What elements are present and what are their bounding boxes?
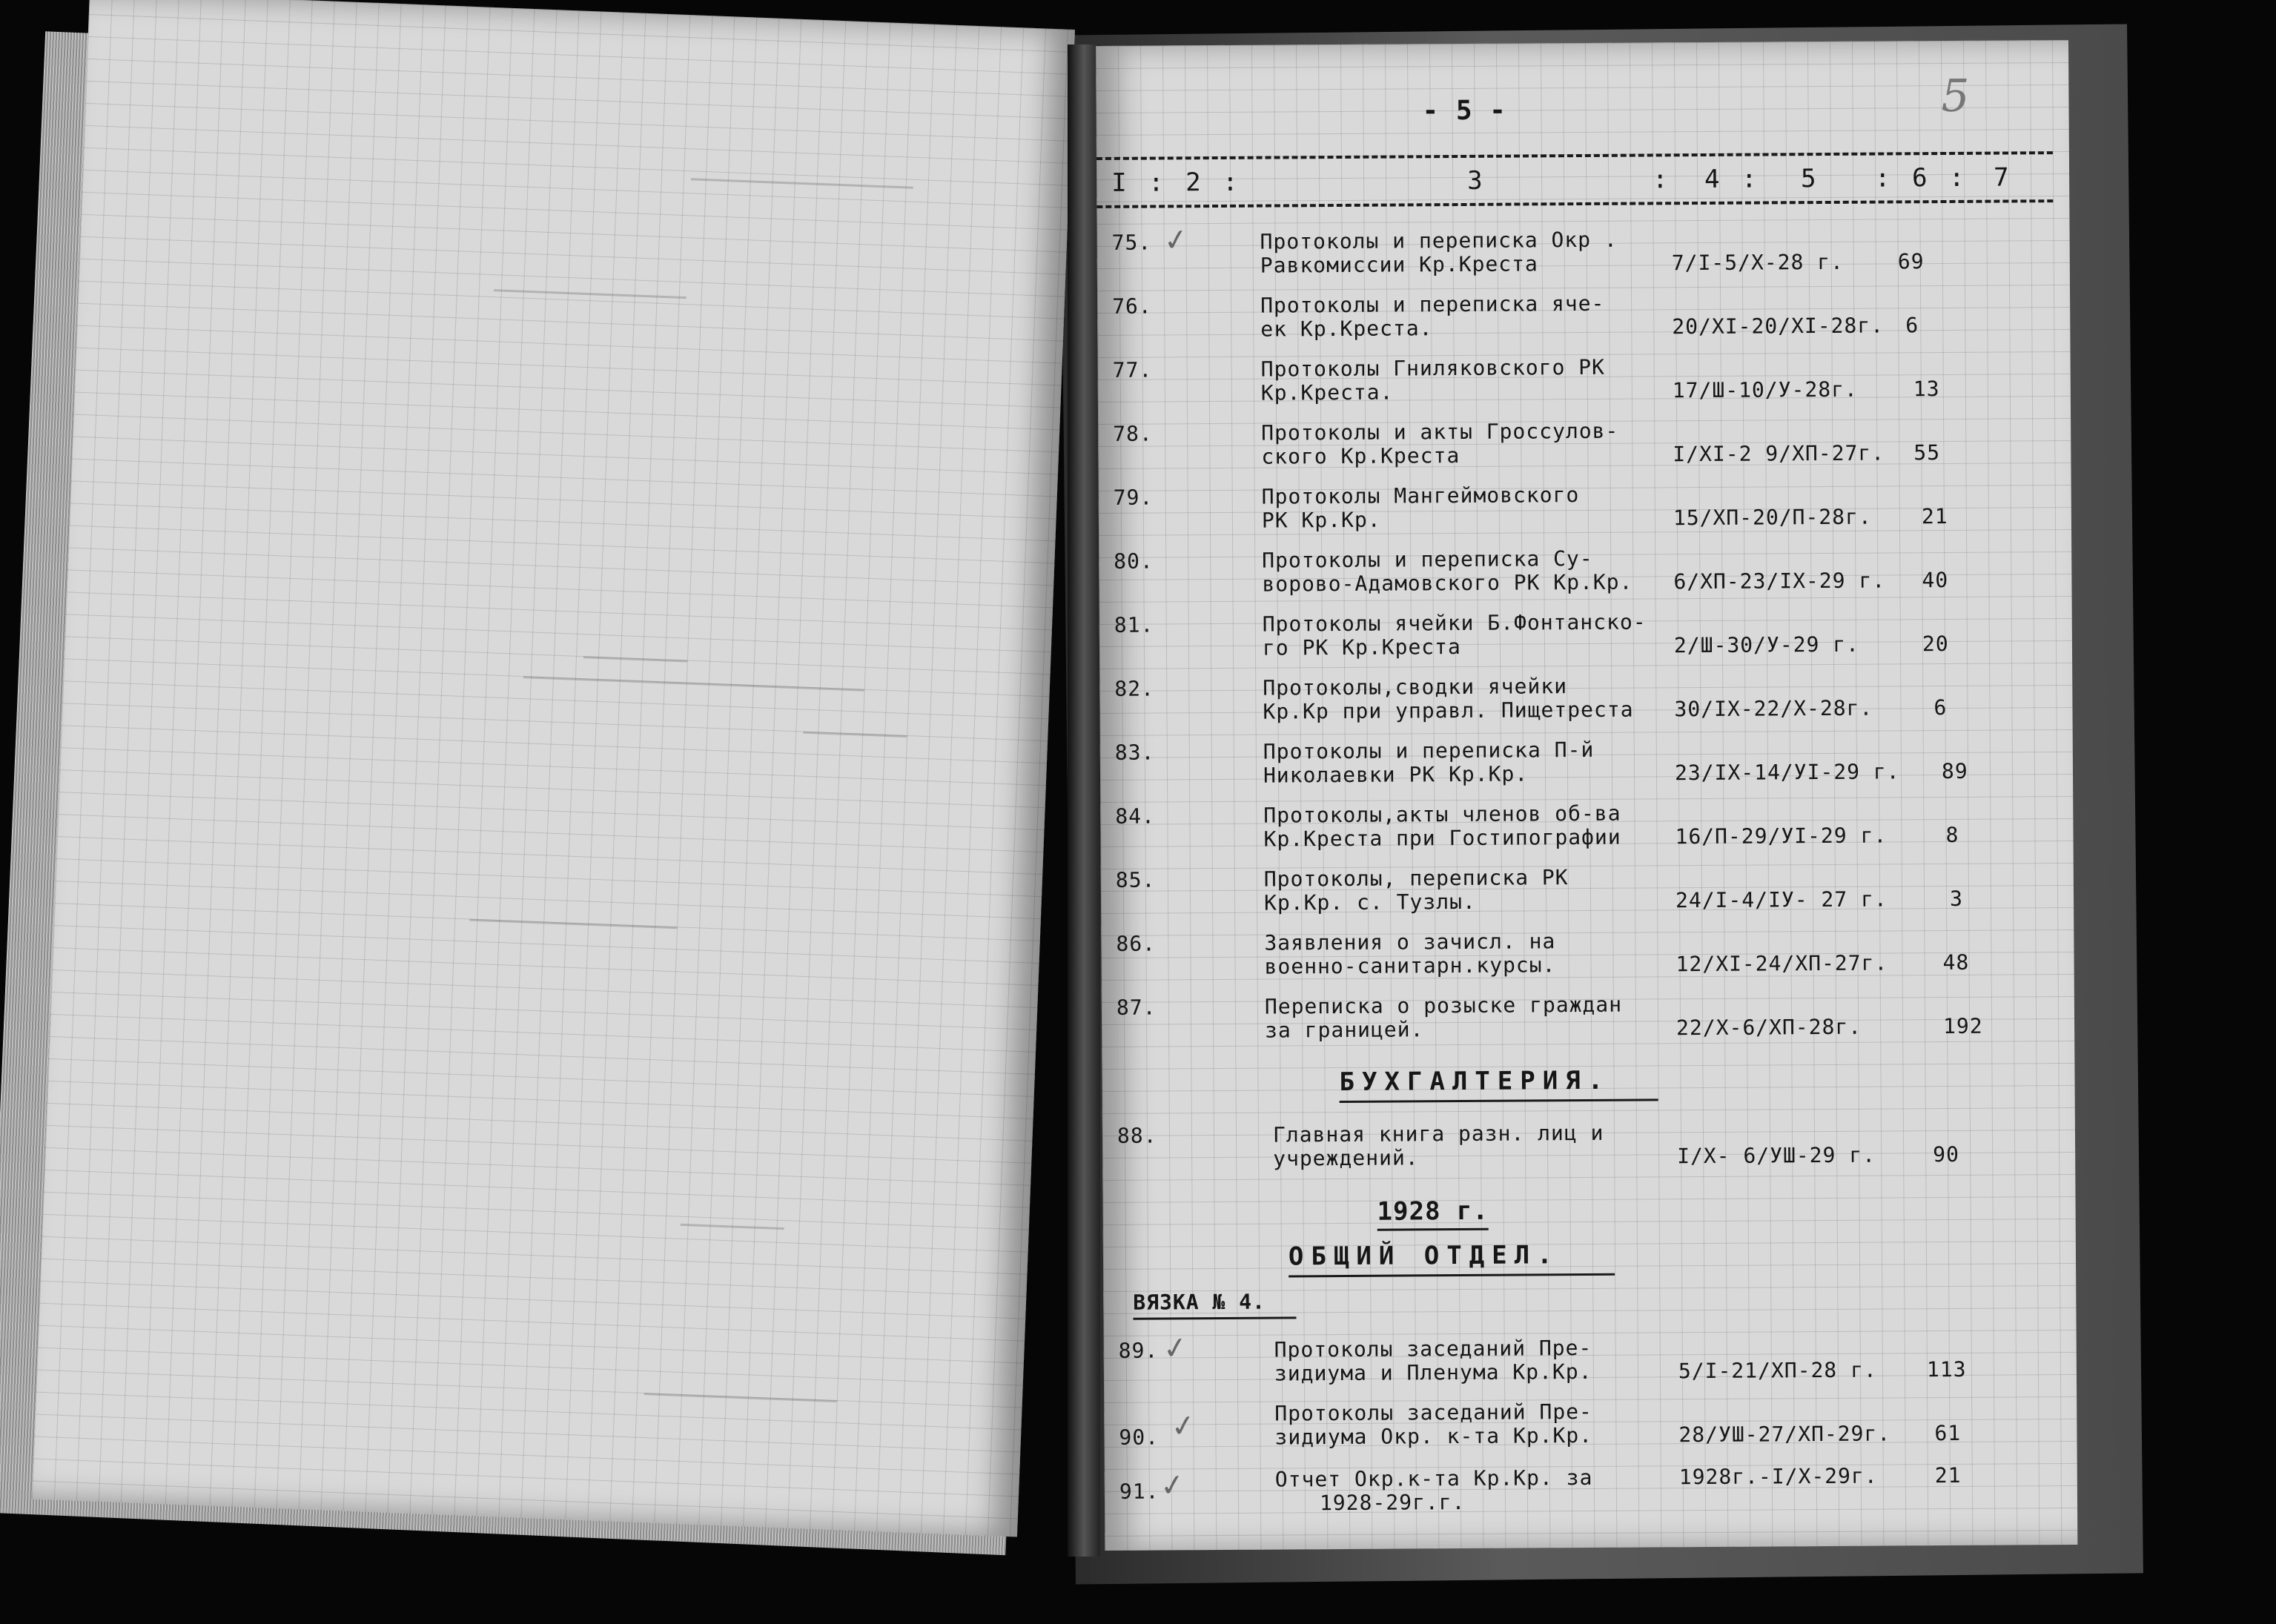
row-count: 3 bbox=[1949, 886, 1964, 911]
row-number: 82. bbox=[1114, 676, 1154, 701]
row-count: 6 bbox=[1905, 313, 1919, 338]
row-dates: 1928г.-I/X-29г. bbox=[1678, 1463, 1878, 1490]
row-count: 192 bbox=[1942, 1013, 1983, 1039]
row-count: 21 bbox=[1921, 503, 1948, 529]
row-number: 88. bbox=[1117, 1123, 1157, 1148]
check-mark-icon: ✓ bbox=[1161, 222, 1191, 259]
row-title-line2: Кр.Креста. bbox=[1260, 380, 1394, 405]
row-dates: 5/I-21/XП-28 г. bbox=[1678, 1357, 1877, 1384]
row-number: 90. bbox=[1119, 1425, 1159, 1450]
row-dates: 28/УШ-27/XП-29г. bbox=[1678, 1421, 1891, 1448]
row-number: 75. bbox=[1111, 230, 1152, 255]
row-title-line2: зидиума и Пленума Кр.Кр. bbox=[1274, 1359, 1592, 1386]
row-dates: 6/XП-23/IX-29 г. bbox=[1673, 568, 1886, 594]
year-underline bbox=[1377, 1228, 1489, 1231]
row-count: 61 bbox=[1934, 1420, 1962, 1446]
heading-underline bbox=[1288, 1273, 1615, 1278]
row-number: 84. bbox=[1115, 803, 1156, 829]
col-sep: : bbox=[1223, 167, 1239, 197]
row-title-line1: Протоколы,акты членов об-ва bbox=[1263, 801, 1621, 828]
check-mark-icon: ✓ bbox=[1160, 1330, 1191, 1368]
row-dates: 24/I-4/IУ- 27 г. bbox=[1675, 886, 1888, 913]
row-title-line1: Протоколы Гниляковского РК bbox=[1260, 354, 1606, 382]
pencil-page-number: 5 bbox=[1941, 70, 1970, 123]
row-number: 81. bbox=[1114, 612, 1154, 637]
row-number: 83. bbox=[1114, 740, 1155, 765]
row-dates: 23/IX-14/УI-29 г. bbox=[1674, 759, 1900, 786]
row-number: 85. bbox=[1115, 867, 1156, 892]
row-dates: 17/Ш-10/У-28г. bbox=[1672, 377, 1858, 403]
row-number: 78. bbox=[1113, 421, 1153, 446]
row-dates: 2/Ш-30/У-29 г. bbox=[1673, 632, 1860, 658]
row-title-line1: Отчет Окр.к-та Кр.Кр. за bbox=[1274, 1465, 1593, 1492]
header-rule-bottom bbox=[1096, 199, 2053, 208]
row-title-line1: Протоколы заседаний Пре- bbox=[1274, 1399, 1592, 1426]
col-7: 7 bbox=[1993, 162, 2010, 193]
row-dates: 16/П-29/УI-29 г. bbox=[1675, 823, 1888, 849]
row-title-line2: ского Кр.Креста bbox=[1261, 443, 1460, 469]
row-title-line1: Протоколы и переписка П-й bbox=[1263, 737, 1595, 764]
row-number: 86. bbox=[1116, 931, 1157, 956]
row-number: 76. bbox=[1112, 294, 1152, 319]
row-dates: I/XI-2 9/XП-27г. bbox=[1673, 440, 1885, 467]
row-title-line2: ворово-Адамовского РК Кр.Кр. bbox=[1262, 569, 1633, 597]
row-title-line1: Главная книга разн. лиц и bbox=[1272, 1120, 1604, 1147]
heading-underline bbox=[1340, 1098, 1658, 1103]
col-6: 6 bbox=[1911, 163, 1928, 193]
row-title-line2: Кр.Кр при управл. Пищетреста bbox=[1263, 697, 1634, 724]
bundle-underline bbox=[1133, 1316, 1296, 1319]
row-count: 21 bbox=[1934, 1462, 1962, 1488]
row-title-line2: ек Кр.Креста. bbox=[1260, 316, 1433, 342]
row-title-line1: Протоколы и переписка Су- bbox=[1262, 546, 1593, 573]
year-heading: 1928 г. bbox=[1377, 1196, 1489, 1227]
row-number: 89. bbox=[1118, 1338, 1159, 1363]
row-title-line1: Протоколы заседаний Пре- bbox=[1274, 1335, 1592, 1362]
row-title-line2: военно-санитарн.курсы. bbox=[1264, 952, 1556, 979]
section-heading-accounting: БУХГАЛТЕРИЯ. bbox=[1339, 1065, 1611, 1098]
row-title-line1: Протоколы и акты Гроссулов- bbox=[1261, 418, 1619, 445]
col-2: 2 bbox=[1185, 168, 1202, 198]
row-title-line2: го РК Кр.Креста bbox=[1262, 634, 1461, 660]
row-count: 89 bbox=[1941, 758, 1968, 784]
row-title-line1: Протоколы,сводки ячейки bbox=[1263, 674, 1568, 700]
row-number: 91. bbox=[1119, 1479, 1159, 1504]
row-number: 79. bbox=[1113, 485, 1154, 510]
row-title-line1: Заявления о зачисл. на bbox=[1264, 929, 1556, 955]
row-title-line1: Протоколы и переписка яче- bbox=[1260, 291, 1605, 318]
section-heading-general: ОБЩИЙ ОТДЕЛ. bbox=[1288, 1240, 1560, 1272]
col-sep: : bbox=[1874, 163, 1891, 193]
row-title-line2: Равкомиссии Кр.Креста bbox=[1260, 251, 1538, 278]
check-mark-icon: ✓ bbox=[1157, 1467, 1188, 1505]
row-count: 55 bbox=[1913, 440, 1941, 465]
row-title-line2: Николаевки РК Кр.Кр. bbox=[1263, 761, 1529, 788]
row-title-line2: Кр.Креста при Гостипографии bbox=[1263, 824, 1621, 852]
row-count: 40 bbox=[1922, 567, 1949, 593]
row-title-line1: Протоколы Мангеймовского bbox=[1261, 483, 1580, 509]
row-number: 87. bbox=[1116, 995, 1157, 1020]
row-title-line1: Переписка о розыске граждан bbox=[1264, 992, 1623, 1019]
book-gutter bbox=[1068, 44, 1100, 1557]
row-title-line1: Протоколы ячейки Б.Фонтанско- bbox=[1262, 609, 1647, 637]
row-count: 20 bbox=[1922, 631, 1949, 657]
col-1: I bbox=[1111, 168, 1128, 198]
row-count: 48 bbox=[1942, 949, 1970, 975]
col-sep: : bbox=[1148, 168, 1165, 198]
row-title-line1: Протоколы и переписка Окр . bbox=[1260, 227, 1618, 254]
row-dates: 30/IX-22/X-28г. bbox=[1674, 695, 1873, 722]
header-rule-top bbox=[1096, 151, 2053, 160]
row-count: 6 bbox=[1933, 695, 1948, 720]
row-number: 80. bbox=[1114, 548, 1154, 574]
page-number: - 5 - bbox=[1422, 95, 1507, 127]
row-title-line2: 1928-29г.г. bbox=[1319, 1489, 1466, 1516]
right-page bbox=[1096, 40, 2077, 1551]
col-sep: : bbox=[1741, 164, 1758, 194]
row-count: 8 bbox=[1945, 822, 1959, 848]
bundle-label: ВЯЗКА № 4. bbox=[1133, 1289, 1266, 1315]
row-title-line1: Протоколы, переписка РК bbox=[1263, 865, 1569, 892]
row-dates: 20/XI-20/XI-28г. bbox=[1672, 313, 1885, 339]
row-number: 77. bbox=[1112, 357, 1153, 382]
row-count: 113 bbox=[1926, 1356, 1967, 1382]
row-count: 13 bbox=[1913, 377, 1940, 402]
col-sep: : bbox=[1948, 162, 1965, 193]
row-title-line2: зидиума Окр. к-та Кр.Кр. bbox=[1274, 1422, 1593, 1450]
col-5: 5 bbox=[1800, 164, 1817, 194]
row-title-line2: Кр.Кр. с. Тузлы. bbox=[1263, 889, 1476, 915]
row-dates: 22/X-6/XП-28г. bbox=[1676, 1014, 1862, 1041]
row-title-line2: учреждений. bbox=[1273, 1145, 1419, 1171]
row-title-line2: за границей. bbox=[1265, 1017, 1424, 1043]
row-dates: 12/XI-24/XП-27г. bbox=[1675, 950, 1888, 977]
check-mark-icon: ✓ bbox=[1168, 1408, 1199, 1445]
row-dates: 15/XП-20/П-28г. bbox=[1673, 504, 1872, 531]
row-dates: 7/I-5/X-28 г. bbox=[1671, 249, 1845, 276]
row-count: 69 bbox=[1897, 249, 1925, 274]
row-dates: I/X- 6/УШ-29 г. bbox=[1677, 1142, 1876, 1169]
row-title-line2: РК Кр.Кр. bbox=[1261, 507, 1381, 533]
row-count: 90 bbox=[1933, 1141, 1959, 1167]
left-page bbox=[32, 0, 1075, 1537]
col-4: 4 bbox=[1704, 164, 1721, 194]
col-sep: : bbox=[1652, 165, 1669, 195]
col-3: 3 bbox=[1466, 165, 1483, 196]
